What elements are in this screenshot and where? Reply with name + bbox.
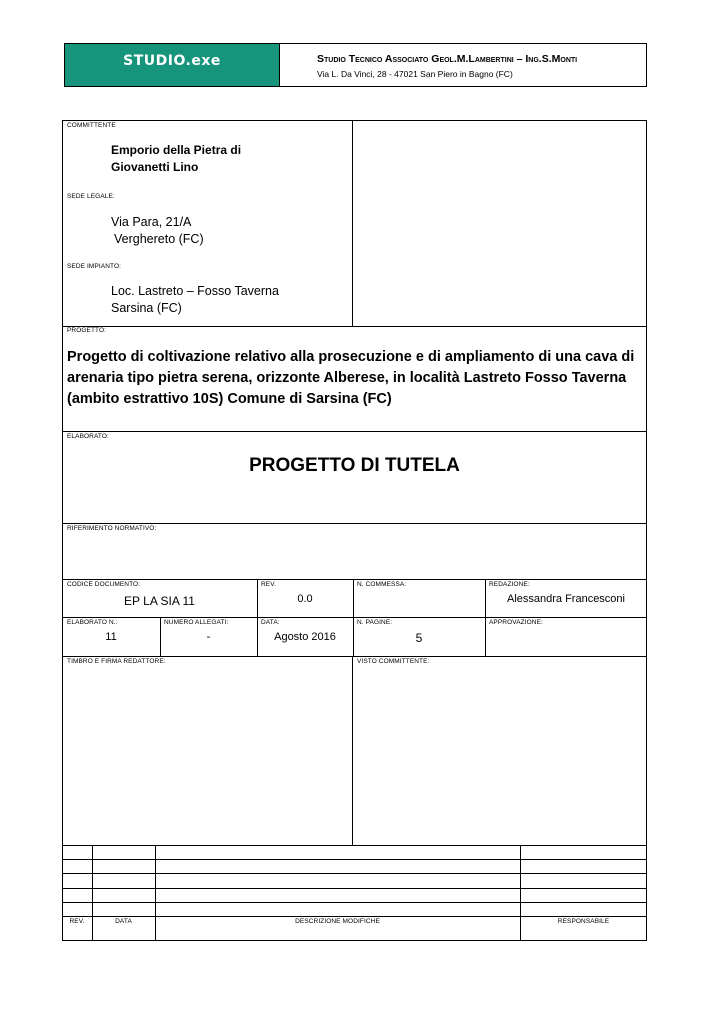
divider-riferimento-docinfo: [62, 579, 647, 580]
studio-logo: [65, 44, 279, 86]
committente-name-line1: Emporio della Pietra di: [111, 143, 242, 157]
approvazione-label: APPROVAZIONE:: [489, 619, 543, 626]
revision-col-divider: [155, 845, 156, 941]
revision-col-divider: [92, 845, 93, 941]
redazione-label: REDAZIONE:: [489, 581, 530, 588]
revision-row-divider: [62, 902, 647, 903]
timbro-label: TIMBRO E FIRMA REDATTORE:: [67, 658, 166, 665]
codice-documento-label: CODICE DOCUMENTO:: [67, 581, 141, 588]
pagine-value: 5: [415, 631, 423, 645]
sede-legale-line1: Via Para, 21/A: [111, 215, 192, 229]
divider-docinfo-col3: [485, 579, 486, 656]
revision-header-divider: [62, 916, 647, 917]
divider-docinfo-row2: [62, 617, 647, 618]
codice-documento-value: EP LA SIA 11: [124, 594, 195, 608]
divider-docinfo-signatures: [62, 656, 647, 657]
elaborato-n-label: ELABORATO N.:: [67, 619, 118, 626]
progetto-label: PROGETTO:: [67, 327, 107, 334]
rev-label: REV.: [261, 581, 276, 588]
divider-elaborato-riferimento: [62, 523, 647, 524]
revision-col-divider: [520, 845, 521, 941]
riferimento-label: RIFERIMENTO NORMATIVO:: [67, 525, 157, 532]
divider-project-elaborato: [62, 431, 647, 432]
header-divider: [279, 44, 280, 86]
revision-row-divider: [62, 859, 647, 860]
sede-legale-line2: Verghereto (FC): [114, 232, 204, 246]
sede-impianto-label: SEDE IMPIANTO:: [67, 263, 122, 270]
commessa-label: N. COMMESSA:: [357, 581, 407, 588]
committente-label: COMMITTENTE: [67, 122, 116, 129]
revision-col-descrizione: DESCRIZIONE MODIFICHE: [295, 918, 380, 925]
divider-client-vertical: [352, 120, 353, 326]
redazione-value: Alessandra Francesconi: [506, 593, 625, 605]
revision-col-responsabile: RESPONSABILE: [557, 918, 610, 925]
divider-docinfo-col1: [257, 579, 258, 656]
studio-address: Via L. Da Vinci, 28 - 47021 San Piero in Bagno (FC): [317, 69, 513, 79]
revision-row-divider: [62, 873, 647, 874]
divider-signatures-revisions: [62, 845, 647, 846]
committente-name-line2: Giovanetti Lino: [111, 160, 199, 174]
revision-col-data: DATA: [115, 918, 132, 925]
revision-col-rev: REV.: [69, 918, 85, 925]
data-value: Agosto 2016: [274, 631, 336, 643]
header-box: [64, 43, 647, 87]
pagine-label: N. PAGINE:: [357, 619, 393, 626]
visto-committente-label: VISTO COMMITTENTE:: [357, 658, 430, 665]
sede-legale-label: SEDE LEGALE:: [67, 193, 115, 200]
allegati-value: -: [206, 631, 211, 643]
sede-impianto-line1: Loc. Lastreto – Fosso Taverna: [111, 284, 279, 298]
allegati-label: NUMERO ALLEGATI:: [164, 619, 229, 626]
sede-impianto-line2: Sarsina (FC): [111, 301, 182, 315]
elaborato-title: PROGETTO DI TUTELA: [249, 455, 460, 476]
progetto-description: Progetto di coltivazione relativo alla prosecuzione e di ampliamento di una cava di arenaria tipo pietra serena, orizzonte Alberese, in località Lastreto Fosso Taverna (ambito estrattivo 10S) Comune di Sarsina (FC): [67, 349, 635, 407]
elaborato-n-value: 11: [105, 631, 117, 643]
revision-row-divider: [62, 888, 647, 889]
data-label: DATA:: [261, 619, 280, 626]
rev-value: 0.0: [297, 593, 313, 605]
logo-text: STUDIO.exe: [123, 53, 221, 69]
studio-name: Studio Tecnico Associato Geol.M.Lambertini – Ing.S.Monti: [317, 53, 578, 65]
divider-signatures-vertical: [352, 656, 353, 845]
divider-client-project: [62, 326, 647, 327]
elaborato-label: ELABORATO:: [67, 433, 109, 440]
